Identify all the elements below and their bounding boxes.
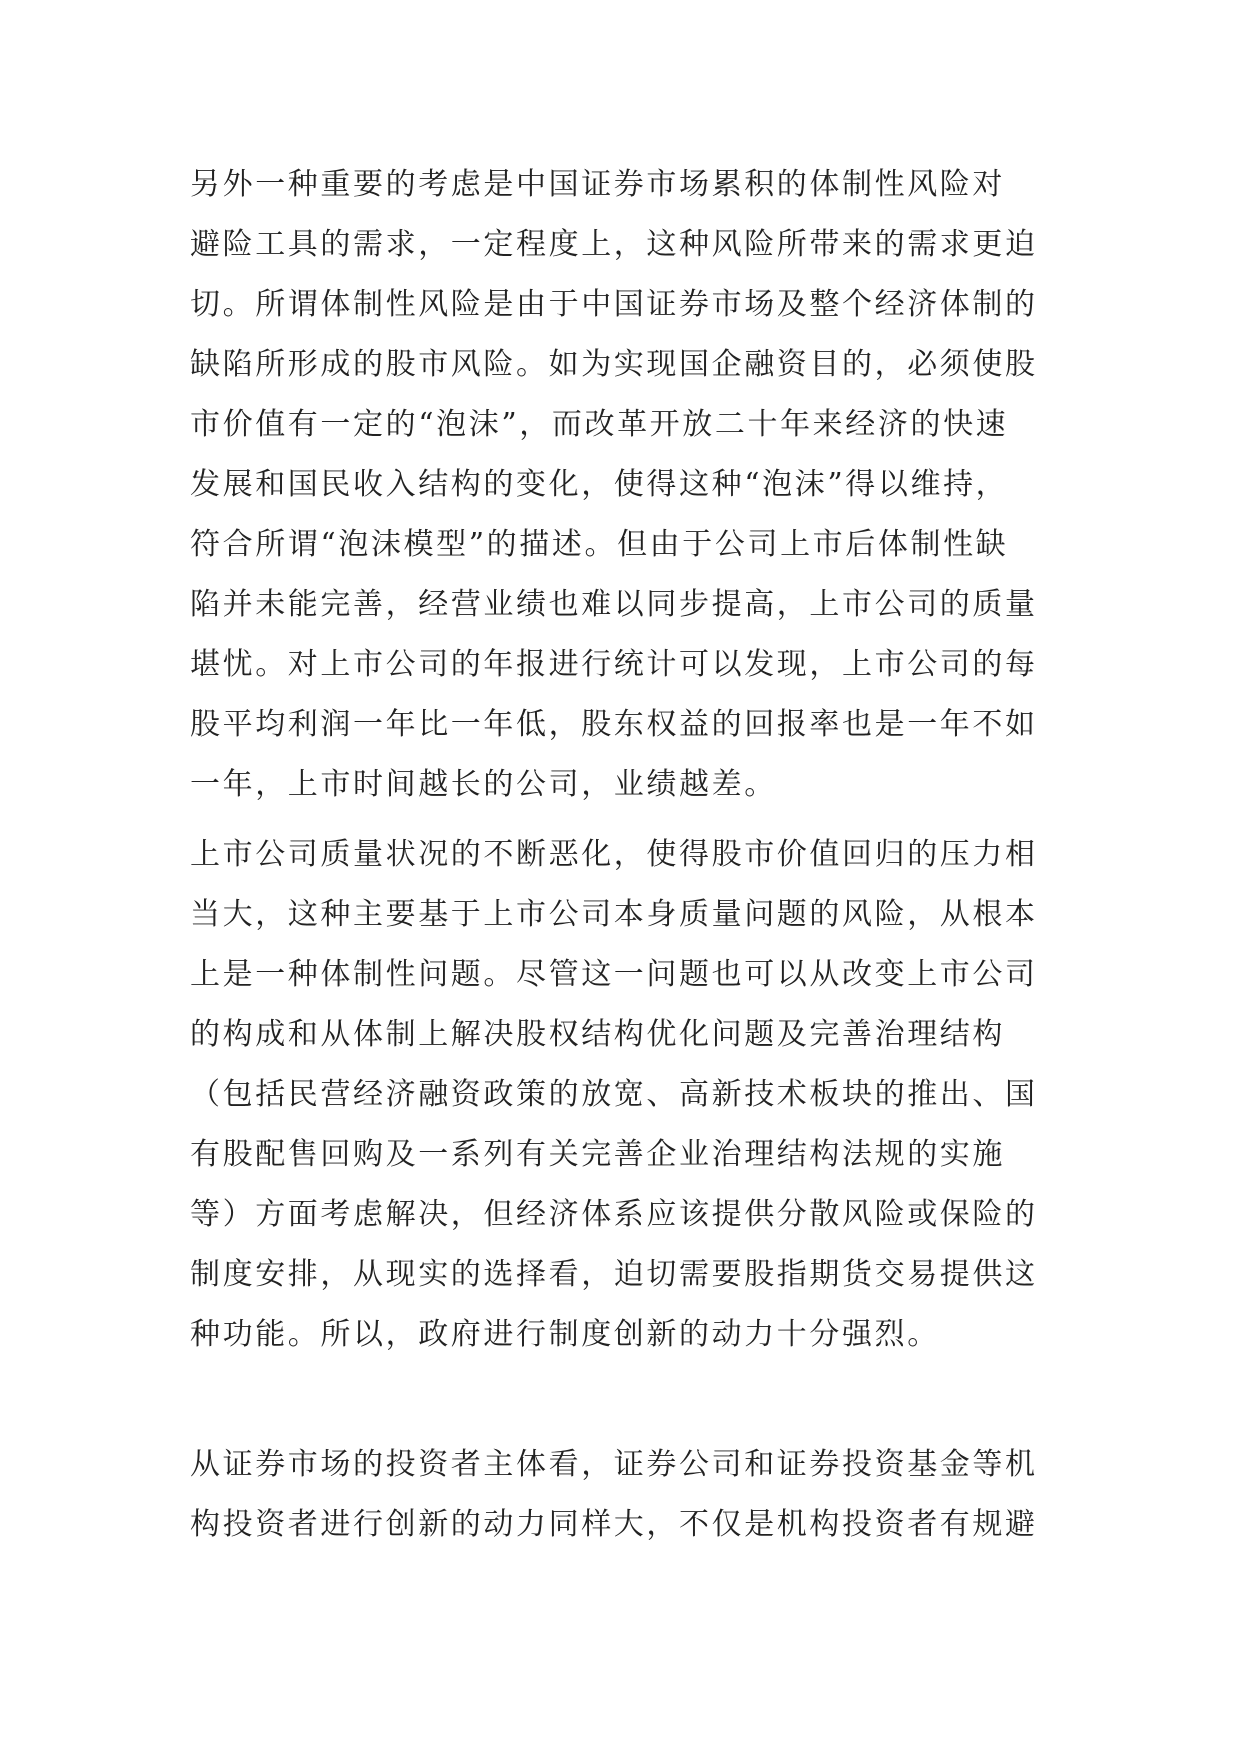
text-line: 符合所谓“泡沫模型”的描述。但由于公司上市后体制性缺 bbox=[190, 527, 1009, 562]
text-line: 从证券市场的投资者主体看，证券公司和证券投资基金等机 bbox=[190, 1447, 1038, 1482]
text-line: 上市公司质量状况的不断恶化，使得股市价值回归的压力相 bbox=[190, 837, 1038, 872]
text-line: 的构成和从体制上解决股权结构优化问题及完善治理结构 bbox=[190, 1017, 1005, 1052]
text-line: 一年，上市时间越长的公司，业绩越差。 bbox=[190, 767, 777, 802]
paragraph-3 bbox=[190, 1435, 1070, 1555]
text-line: 堪忧。对上市公司的年报进行统计可以发现，上市公司的每 bbox=[190, 647, 1038, 682]
text-line: 发展和国民收入结构的变化，使得这种“泡沫”得以维持， bbox=[190, 467, 1009, 502]
text-line: 市价值有一定的“泡沫”，而改革开放二十年来经济的快速 bbox=[190, 407, 1009, 442]
paragraph-2 bbox=[190, 825, 1070, 1365]
text-line: 种功能。所以，政府进行制度创新的动力十分强烈。 bbox=[190, 1317, 940, 1352]
text-line: 构投资者进行创新的动力同样大，不仅是机构投资者有规避 bbox=[190, 1507, 1038, 1542]
text-line: 股平均利润一年比一年低，股东权益的回报率也是一年不如 bbox=[190, 707, 1038, 742]
text-line: 切。所谓体制性风险是由于中国证券市场及整个经济体制的 bbox=[190, 287, 1038, 322]
paragraph-1 bbox=[190, 155, 1070, 815]
text-line: （包括民营经济融资政策的放宽、高新技术板块的推出、国 bbox=[190, 1077, 1038, 1112]
text-line: 避险工具的需求，一定程度上，这种风险所带来的需求更迫 bbox=[190, 227, 1038, 262]
text-line: 上是一种体制性问题。尽管这一问题也可以从改变上市公司 bbox=[190, 957, 1038, 992]
text-line: 当大，这种主要基于上市公司本身质量问题的风险，从根本 bbox=[190, 897, 1038, 932]
text-line: 另外一种重要的考虑是中国证券市场累积的体制性风险对 bbox=[190, 167, 1005, 202]
text-line: 等）方面考虑解决，但经济体系应该提供分散风险或保险的 bbox=[190, 1197, 1038, 1232]
text-line: 有股配售回购及一系列有关完善企业治理结构法规的实施 bbox=[190, 1137, 1005, 1172]
text-line: 缺陷所形成的股市风险。如为实现国企融资目的，必须使股 bbox=[190, 347, 1038, 382]
text-line: 制度安排，从现实的选择看，迫切需要股指期货交易提供这 bbox=[190, 1257, 1038, 1292]
text-line: 陷并未能完善，经营业绩也难以同步提高，上市公司的质量 bbox=[190, 587, 1038, 622]
